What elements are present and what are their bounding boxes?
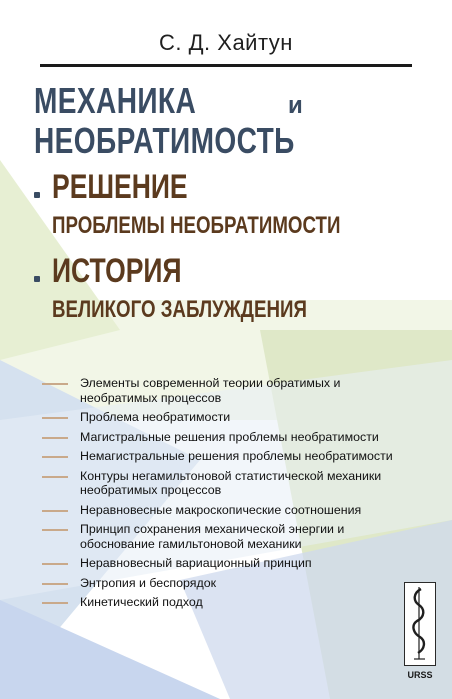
feature-bullet (42, 529, 68, 531)
feature-text: Элементы современной теории обратимых и необратимых процессов (80, 376, 341, 405)
feature-item (42, 410, 402, 425)
feature-item (42, 469, 402, 498)
subtitle-2-sub: ВЕЛИКОГО ЗАБЛУЖДЕНИЯ (52, 296, 307, 323)
subtitle-1-head: РЕШЕНИЕ (52, 168, 188, 206)
feature-item (42, 449, 402, 464)
title-line-2: НЕОБРАТИМОСТЬ (34, 120, 295, 161)
feature-bullet (42, 437, 68, 439)
feature-text: Немагистральные решения проблемы необратимости (80, 449, 393, 463)
feature-text: Кинетический подход (80, 595, 203, 609)
title-conjunction: и (288, 92, 303, 119)
subtitle-1-sub: ПРОБЛЕМЫ НЕОБРАТИМОСТИ (52, 212, 341, 239)
feature-item (42, 576, 402, 591)
feature-item (42, 430, 402, 445)
feature-bullet (42, 583, 68, 585)
feature-item (42, 503, 402, 518)
feature-bullet (42, 417, 68, 419)
feature-bullet (42, 563, 68, 565)
subtitle-1-bullet (34, 192, 40, 198)
feature-text: Неравновесный вариационный принцип (80, 556, 312, 570)
feature-item (42, 595, 402, 610)
feature-text: Магистральные решения проблемы необратимости (80, 429, 379, 444)
feature-text: Энтропия и беспорядок (80, 575, 217, 590)
feature-item (42, 556, 402, 571)
feature-text: Проблема необратимости (80, 410, 231, 424)
feature-bullet (42, 476, 68, 478)
feature-bullet (42, 510, 68, 512)
urss-logo-icon (404, 582, 436, 666)
feature-text: Принцип сохранения механической энергии и обоснование гамильтоновой механики (80, 522, 345, 551)
author-name: С. Д. Хайтун (159, 30, 293, 55)
publisher-name: URSS (407, 670, 433, 680)
feature-bullet (42, 456, 68, 458)
subtitle-2-bullet (34, 276, 40, 282)
feature-text: Неравновесные макроскопические соотношения (80, 502, 362, 517)
feature-item (42, 376, 402, 405)
feature-list (42, 376, 402, 615)
subtitle-2-head: ИСТОРИЯ (52, 252, 182, 290)
feature-text: Контуры негамильтоновой статистической механики необратимых процессов (80, 468, 382, 497)
feature-bullet (42, 383, 68, 385)
feature-item (42, 522, 402, 551)
title-line-1: МЕХАНИКА (34, 80, 197, 121)
feature-bullet (42, 602, 68, 604)
author-divider (40, 64, 412, 67)
